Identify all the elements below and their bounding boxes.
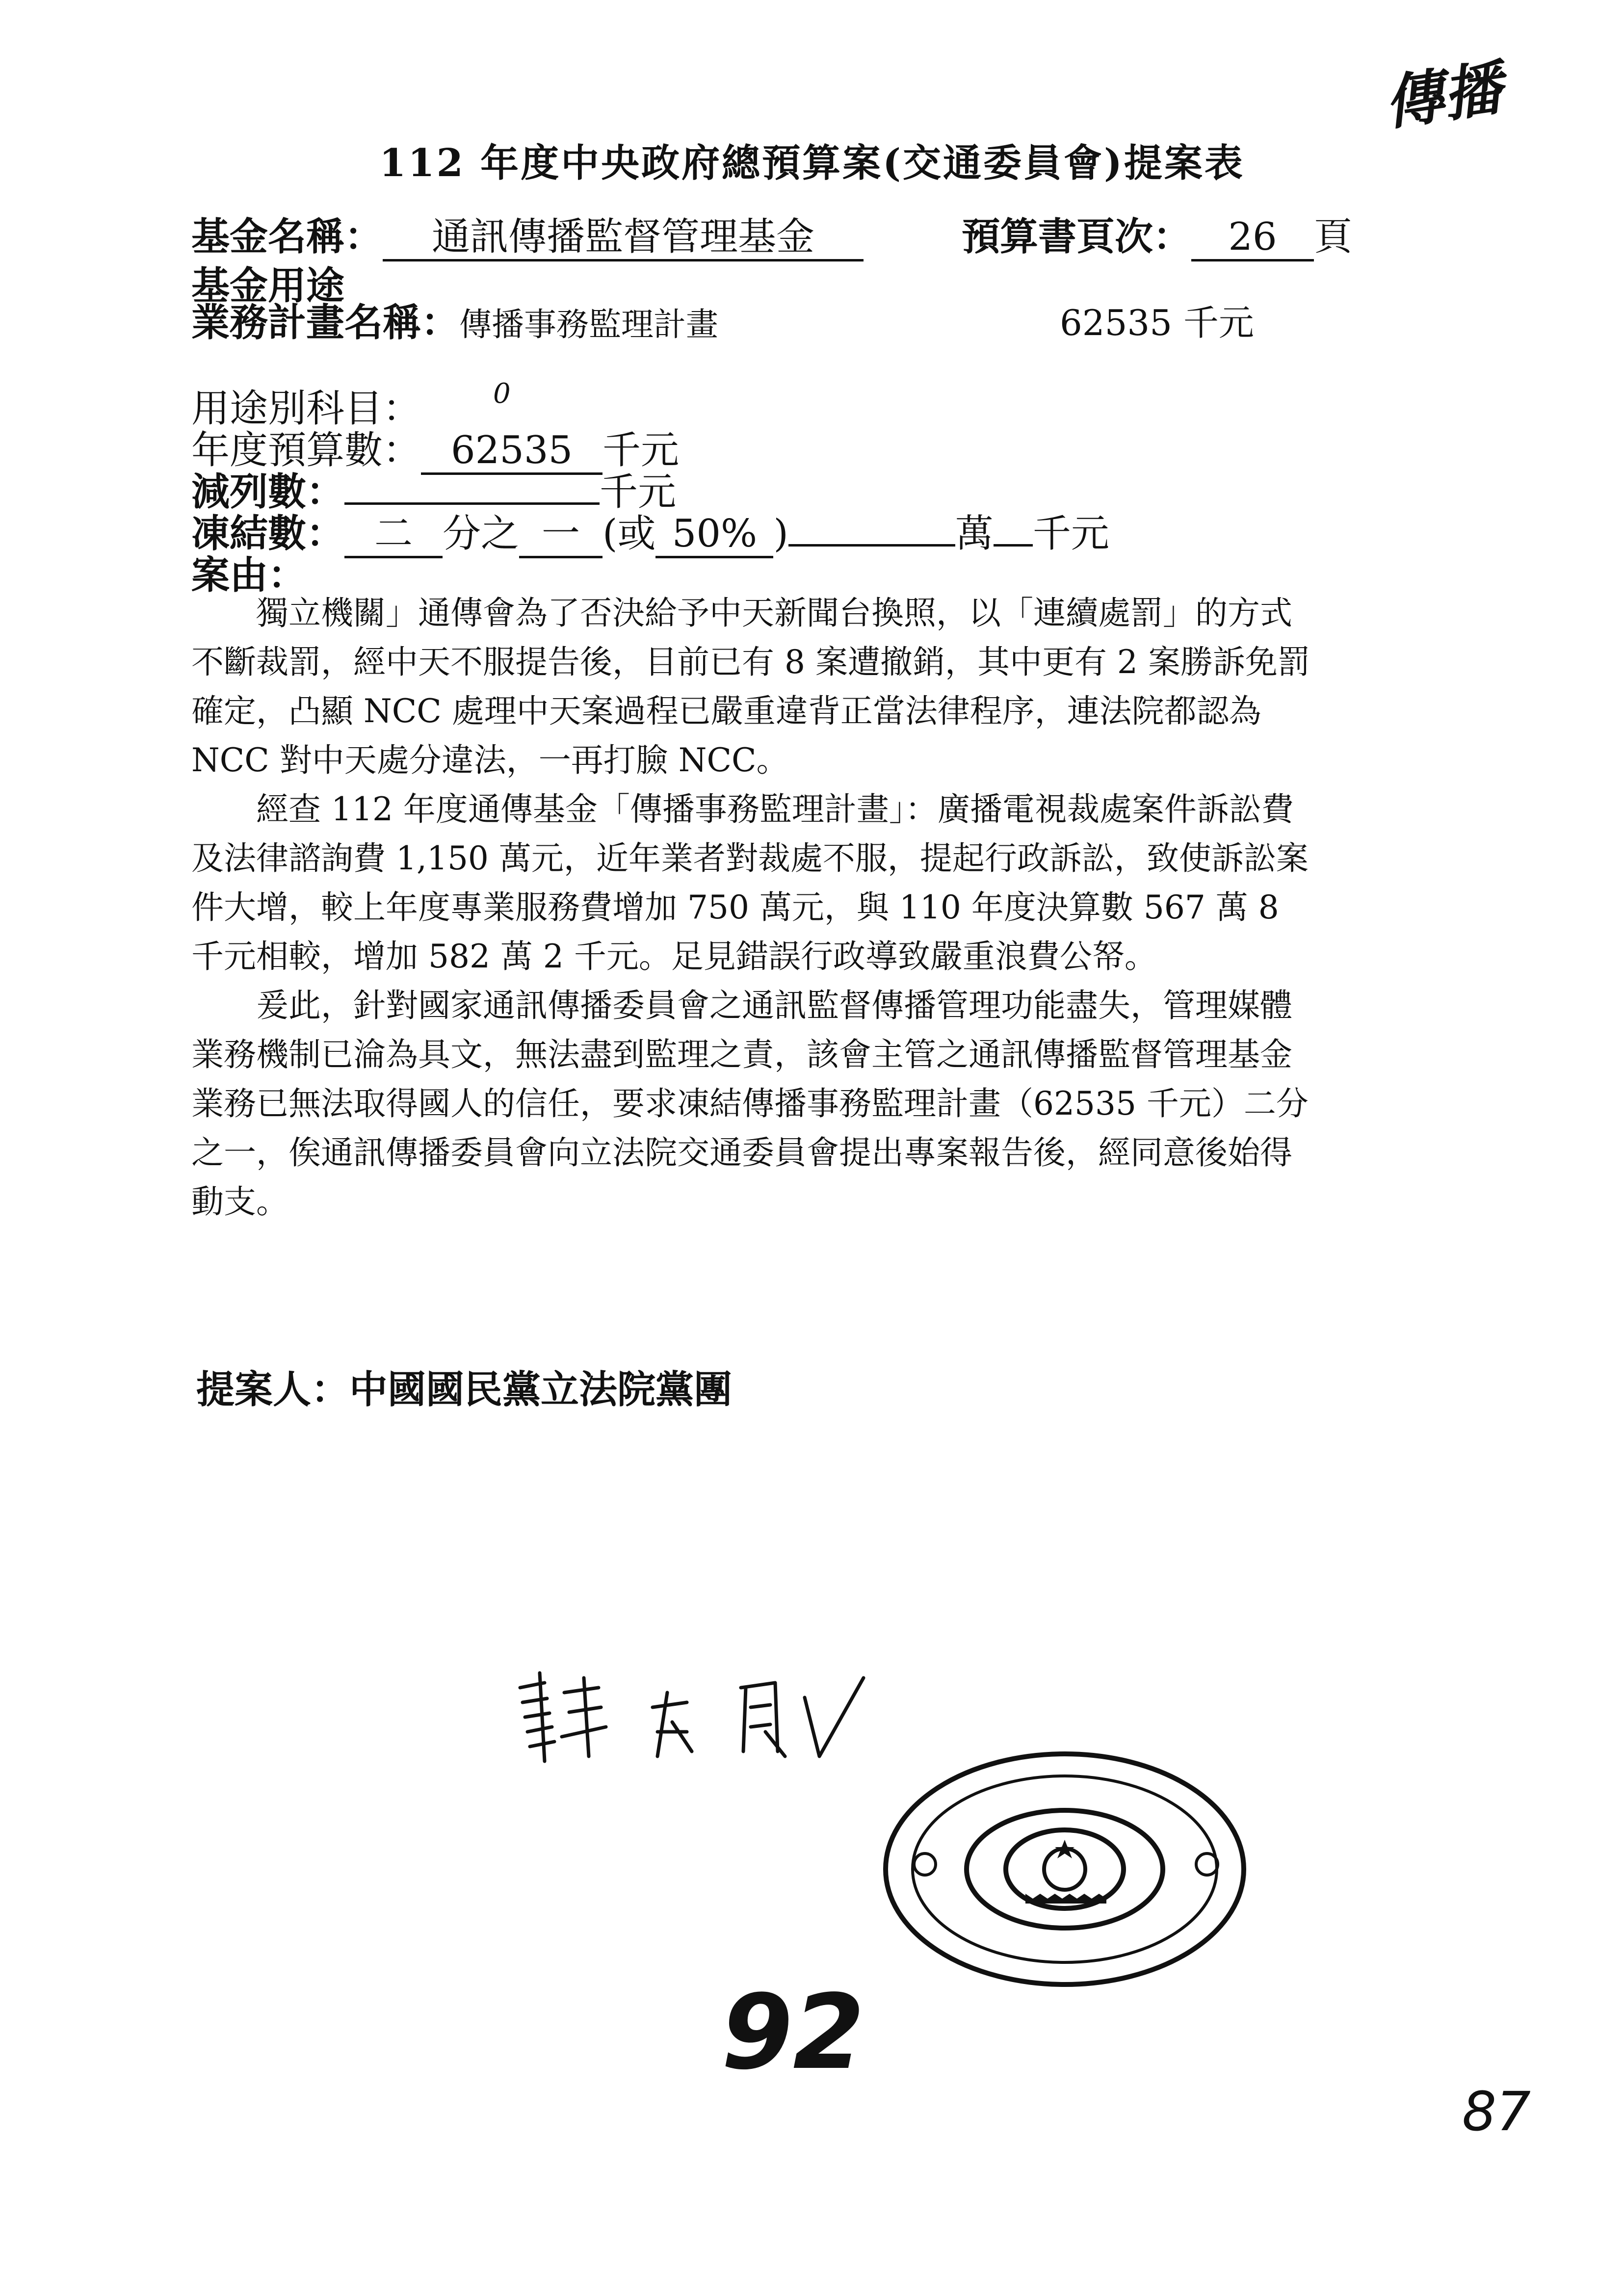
freeze-thousand-blank	[994, 507, 1033, 547]
freeze-or-open: (或	[602, 512, 656, 556]
reduction-unit: 千元	[600, 470, 677, 514]
fund-name-row	[191, 206, 864, 261]
reason-paragraph: 獨立機關」通傳會為了否決給予中天新聞台換照，以「連續處罰」的方式不斷裁罰，經中天不服提告後，目前已有 8 案遭撤銷，其中更有 2 案勝訴免罰確定，凸顯 NCC 處理中天案過程已嚴重違背正當法律程序，連法院都認為 NCC 對中天處分違法，一再打臉 NCC。	[191, 594, 1310, 779]
annual-budget-value: 62535	[421, 431, 602, 475]
budget-page-unit: 頁	[1314, 215, 1353, 259]
plan-name-label: 業務計畫名稱：	[191, 300, 460, 345]
subject-label: 用途別科目：	[191, 387, 421, 431]
plan-amount: 62535 千元	[1060, 302, 1254, 343]
budget-page-value: 26	[1191, 218, 1314, 261]
reason-paragraph: 經查 112 年度通傳基金「傳播事務監理計畫」：廣播電視裁處案件訴訟費及法律諮詢費 1,150 萬元，近年業者對裁處不服，提起行政訴訟，致使訴訟案件大增，較上年度專業服務費增加 750 萬元，與 110 年度決算數 567 萬 8 千元相較，增加 582 萬 2 千元。足見錯誤行政導致嚴重浪費公帑。	[191, 790, 1309, 975]
reduction-label: 減列數：	[191, 470, 345, 514]
page-number-corner: 87	[1462, 2080, 1531, 2143]
freeze-unit: 千元	[1032, 512, 1109, 556]
freeze-label: 凍結數：	[191, 511, 345, 556]
document-title: 112 年度中央政府總預算案(交通委員會)提案表	[379, 141, 1245, 185]
freeze-fraction-word: 分之	[443, 512, 520, 556]
budget-page-label: 預算書頁次：	[962, 214, 1192, 259]
freeze-percent: 50%	[655, 515, 773, 558]
freeze-wan-unit: 萬	[955, 512, 994, 556]
page-number-handwritten: 92	[721, 1972, 865, 2092]
party-seal	[878, 1747, 1251, 1992]
plan-name-row	[191, 292, 718, 347]
reduction-value	[344, 465, 600, 505]
plan-name-value: 傳播事務監理計畫	[459, 306, 719, 343]
subject-mark: 0	[493, 378, 511, 410]
corner-handwritten-mark: 傳播	[1380, 54, 1506, 138]
fund-name-label: 基金名稱：	[191, 214, 383, 259]
fund-use-label: 基金用途	[191, 263, 345, 308]
signature-image	[510, 1658, 883, 1776]
reason-label: 案由：	[191, 553, 307, 598]
fund-name-value: 通訊傳播監督管理基金	[383, 218, 864, 261]
proposer: 提案人：中國國民黨立法院黨團	[196, 1367, 733, 1412]
reason-body	[191, 589, 1315, 1226]
freeze-fraction-numerator: 一	[519, 515, 602, 558]
annual-budget-label: 年度預算數：	[191, 428, 421, 472]
freeze-wan-blank	[788, 507, 955, 547]
freeze-paren-close: )	[773, 512, 788, 556]
budget-page-row	[962, 206, 1352, 261]
reason-paragraph: 爰此，針對國家通訊傳播委員會之通訊監督傳播管理功能盡失，管理媒體業務機制已淪為具文，無法盡到監理之責，該會主管之通訊傳播監督管理基金業務已無法取得國人的信任，要求凍結傳播事務監理計畫（62535 千元）二分之一，俟通訊傳播委員會向立法院交通委員會提出專案報告後，經同意後始得動支。	[191, 987, 1309, 1221]
freeze-row	[191, 503, 1109, 558]
annual-budget-unit: 千元	[602, 428, 680, 472]
freeze-fraction-denominator: 二	[344, 515, 443, 558]
